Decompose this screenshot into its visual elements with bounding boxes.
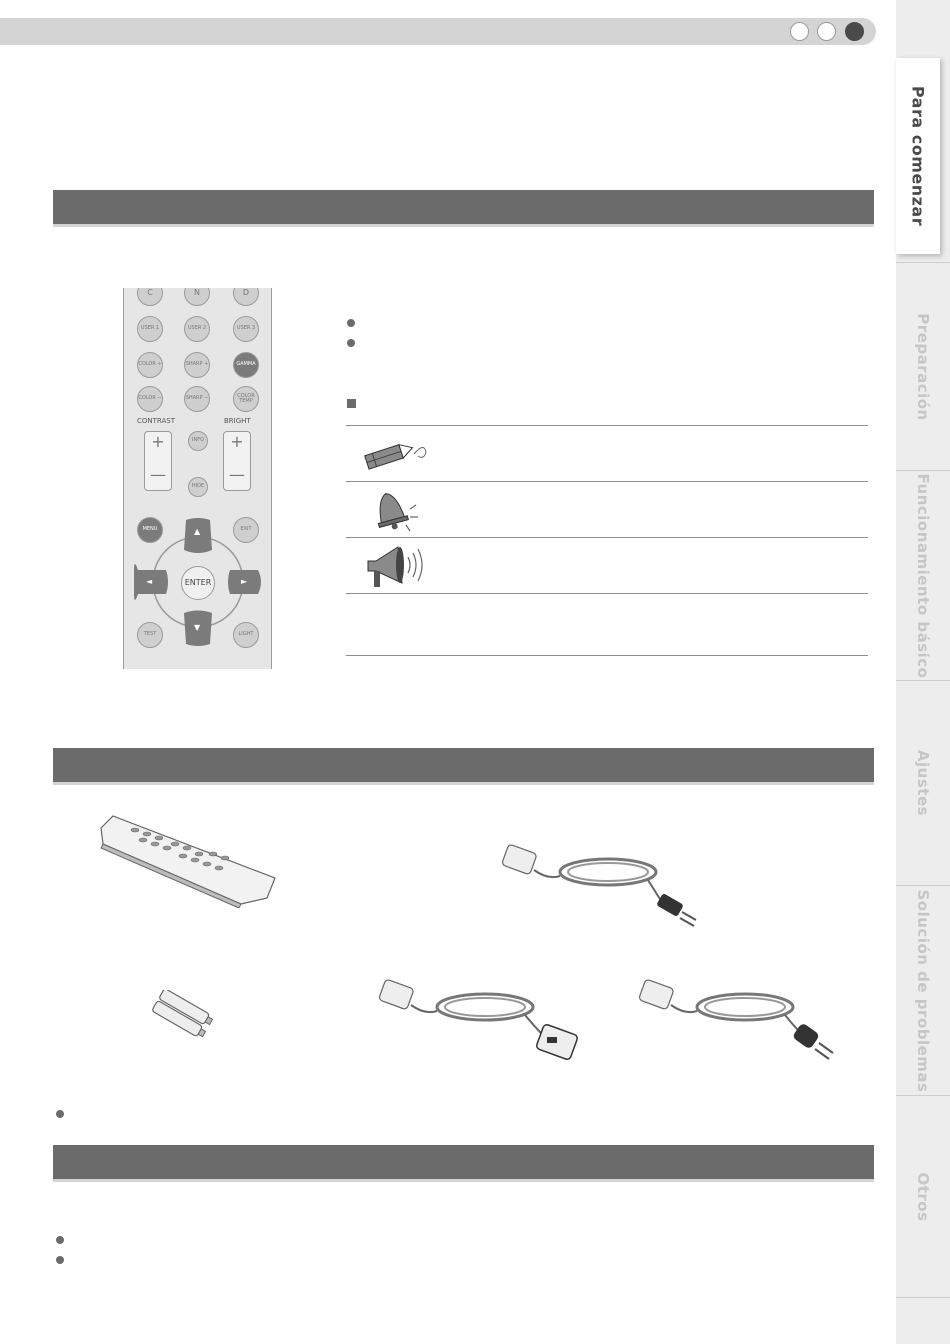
bell-icon xyxy=(368,487,424,533)
page-progress-dot-1 xyxy=(790,22,809,41)
bullet xyxy=(347,319,355,327)
tab-label: Solución de problemas xyxy=(914,889,932,1092)
button-label: COLOR + xyxy=(138,361,162,368)
tab-solucion-de-problemas[interactable] xyxy=(896,885,950,1095)
megaphone-icon xyxy=(362,543,426,593)
page-progress-dot-2 xyxy=(817,22,836,41)
table-rule xyxy=(346,481,868,482)
button-label: USER 2 xyxy=(187,325,207,332)
table-rule xyxy=(346,593,868,594)
button-label: USER 3 xyxy=(236,325,256,332)
remote-button-enter xyxy=(181,566,215,600)
button-label: TEST xyxy=(143,631,157,638)
button-label: USER 1 xyxy=(140,325,160,332)
aa-batteries-icon xyxy=(150,990,220,1040)
tab-ajustes[interactable] xyxy=(896,680,950,885)
tab-preparacion[interactable] xyxy=(896,262,950,470)
button-label: SHARP − xyxy=(185,395,209,402)
button-label: EXIT xyxy=(240,526,252,533)
tab-label: Funcionamiento básico xyxy=(914,473,932,678)
power-cord-eu-icon xyxy=(635,975,845,1065)
remote-control-icon xyxy=(95,808,280,908)
tab-blank xyxy=(896,1297,950,1344)
tab-otros[interactable] xyxy=(896,1095,950,1297)
remote-dpad xyxy=(124,288,272,669)
tab-funcionamiento-basico[interactable] xyxy=(896,470,950,680)
tab-label: Para comenzar xyxy=(908,85,928,227)
plus-sign: + xyxy=(230,432,244,451)
bullet xyxy=(56,1256,64,1264)
page-progress-dot-3 xyxy=(845,22,864,41)
tab-label: Otros xyxy=(914,1171,932,1222)
minus-sign: — xyxy=(229,465,245,484)
button-label: COLOR − xyxy=(138,395,162,402)
section-header-bar-1 xyxy=(53,190,874,227)
arrow-up-icon: ▲ xyxy=(194,527,201,536)
button-label: HIDE xyxy=(191,483,205,490)
tab-label: Ajustes xyxy=(914,749,932,817)
table-rule xyxy=(346,655,868,656)
button-label: D xyxy=(242,288,250,297)
remote-button-test xyxy=(137,622,163,648)
arrow-left-icon: ◄ xyxy=(146,577,153,586)
table-rule xyxy=(346,425,868,426)
button-label: COLOR TEMP xyxy=(237,392,255,404)
bullet xyxy=(56,1236,64,1244)
minus-sign: — xyxy=(150,465,166,484)
bullet xyxy=(56,1110,64,1118)
tab-para-comenzar[interactable] xyxy=(896,58,940,254)
contrast-label: CONTRAST xyxy=(137,417,175,425)
button-label: SHARP + xyxy=(185,361,209,368)
tab-label: Preparación xyxy=(914,312,932,421)
section-header-bar-3 xyxy=(53,1145,874,1182)
table-rule xyxy=(346,537,868,538)
button-label: GAMMA xyxy=(236,361,256,368)
bright-label: BRIGHT xyxy=(224,417,251,425)
power-cord-uk-icon xyxy=(375,975,585,1065)
pencil-icon xyxy=(360,436,432,474)
arrow-down-icon: ▼ xyxy=(194,623,201,632)
button-label: LIGHT xyxy=(238,631,254,638)
button-label: C xyxy=(147,288,153,297)
button-label: INFO xyxy=(191,437,205,444)
plus-sign: + xyxy=(151,432,165,451)
button-label: MENU xyxy=(142,526,158,533)
bullet xyxy=(347,339,355,347)
power-cord-us-icon xyxy=(498,840,708,930)
header-bar xyxy=(0,18,876,45)
button-label: N xyxy=(194,288,200,297)
section-header-bar-2 xyxy=(53,748,874,785)
button-label: ENTER xyxy=(184,577,212,587)
arrow-right-icon: ► xyxy=(241,577,248,586)
square-marker xyxy=(347,399,356,408)
remote-control-closeup xyxy=(123,288,272,669)
remote-button-light xyxy=(233,622,259,648)
